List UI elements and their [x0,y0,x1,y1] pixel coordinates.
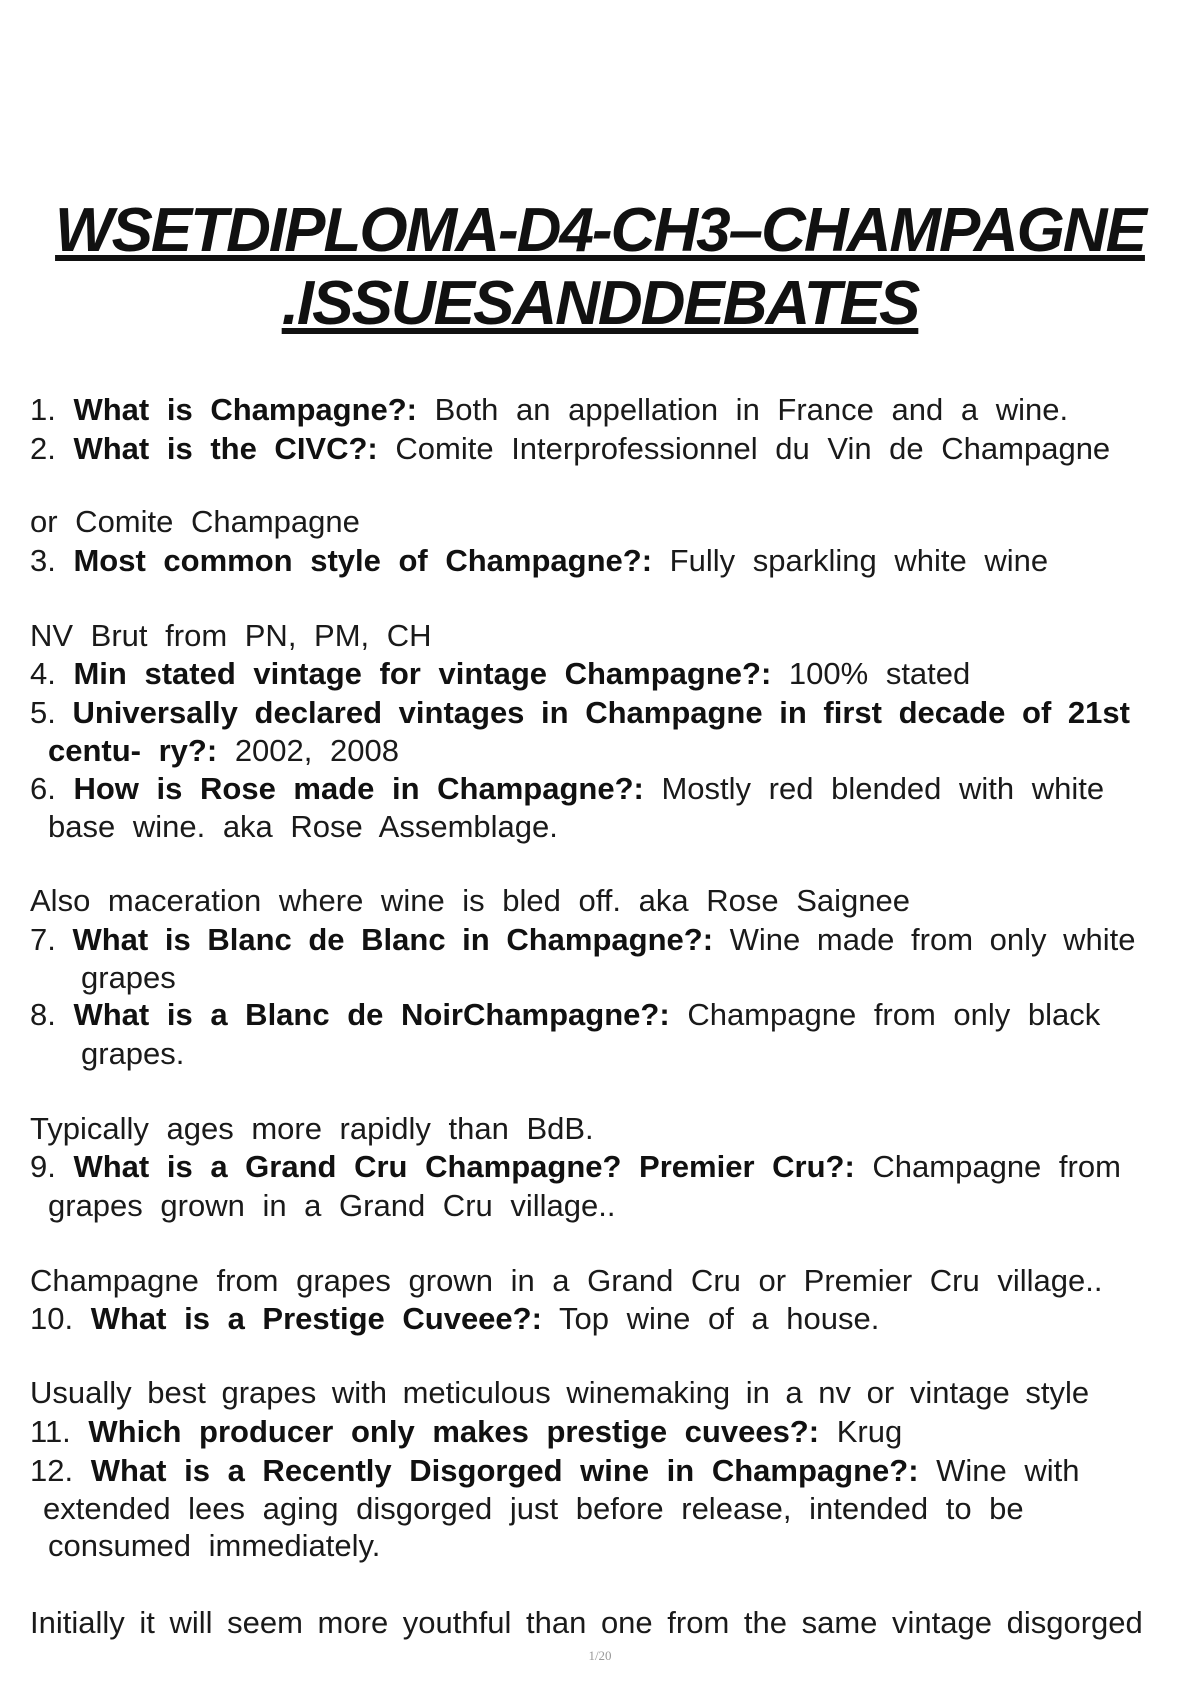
item-number: 1. [30,392,56,427]
answer: Comite Interprofessionnel du Vin de Champagne [395,431,1111,466]
qa-item-5-continuation [48,735,399,766]
item-number: 2. [30,431,56,466]
item-number: 4. [30,656,56,691]
question: How is Rose made in Champagne?: [73,771,644,806]
question: Most common style of Champagne?: [73,543,653,578]
item-number: 9. [30,1149,56,1184]
qa-item-9 [30,1151,1121,1182]
answer-continuation: Also maceration where wine is bled off. aka Rose Saignee [30,883,910,918]
page-number: 1/20 [588,1648,612,1663]
item-number: 6. [30,771,56,806]
answer: Krug [836,1414,903,1449]
item-number: 11. [30,1414,71,1449]
answer: Mostly red blended with white [661,771,1105,806]
answer-continuation: grapes [81,960,176,995]
item-number: 12. [30,1453,74,1488]
item-number: 3. [30,543,56,578]
question: What is a Grand Cru Champagne? Premier Cru?: [73,1149,855,1184]
answer-continuation: grapes grown in a Grand Cru village.. [48,1188,616,1223]
qa-item-7 [30,924,1136,955]
question: Min stated vintage for vintage Champagne?: [73,656,772,691]
answer-continuation: grapes. [81,1036,185,1071]
item-number: 5. [30,695,56,730]
question: Which producer only makes prestige cuvees?: [88,1414,820,1449]
question: What is a Recently Disgorged wine in Champagne?: [90,1453,919,1488]
answer-continuation: NV Brut from PN, PM, CH [30,618,432,653]
question: What is Blanc de Blanc in Champagne?: [72,922,714,957]
answer: Top wine of a house. [558,1301,880,1336]
answer-continuation: Champagne from grapes grown in a Grand Cru or Premier Cru village.. [30,1263,1103,1298]
item-number: 8. [30,997,56,1032]
document-title-line-1: WSETDIPLOMA-D4-CH3–CHAMPAGNE [55,196,1145,265]
qa-item-2 [30,433,1110,464]
question: What is a Prestige Cuveee?: [90,1301,542,1336]
answer-continuation: Usually best grapes with meticulous winemaking in a nv or vintage style [30,1375,1090,1410]
qa-item-11 [30,1416,902,1447]
item-number: 10. [30,1301,74,1336]
answer: Fully sparkling white wine [669,543,1049,578]
question: What is Champagne?: [73,392,417,427]
qa-item-12 [30,1455,1080,1486]
answer-continuation: Initially it will seem more youthful than one from the same vintage disgorged [30,1605,1143,1640]
qa-item-8 [30,999,1100,1030]
answer: Wine made from only white [729,922,1136,957]
document-title-line-2: .ISSUESANDDEBATES [281,269,919,338]
answer-continuation: or Comite Champagne [30,504,360,539]
question: What is a Blanc de NoirChampagne?: [73,997,670,1032]
item-number: 7. [30,922,56,957]
answer: 100% stated [788,656,971,691]
answer: Champagne from [872,1149,1121,1184]
answer-continuation: consumed immediately. [48,1528,381,1563]
answer-continuation: base wine. aka Rose Assemblage. [48,809,558,844]
answer: 2002, 2008 [234,733,399,768]
question: Universally declared vintages in Champagne in first decade of 21st [72,695,1130,730]
qa-item-4 [30,658,970,689]
qa-item-5 [30,697,1130,728]
qa-item-10 [30,1303,879,1334]
question: centu- ry?: [48,733,218,768]
qa-item-6 [30,773,1104,804]
answer: Wine with [936,1453,1080,1488]
question: What is the CIVC?: [73,431,378,466]
answer: Champagne from only black [687,997,1101,1032]
answer: Both an appellation in France and a wine. [434,392,1069,427]
qa-item-3 [30,545,1048,576]
answer-continuation: Typically ages more rapidly than BdB. [30,1111,594,1146]
answer-continuation: extended lees aging disgorged just before release, intended to be [43,1491,1024,1526]
qa-item-1 [30,394,1068,425]
